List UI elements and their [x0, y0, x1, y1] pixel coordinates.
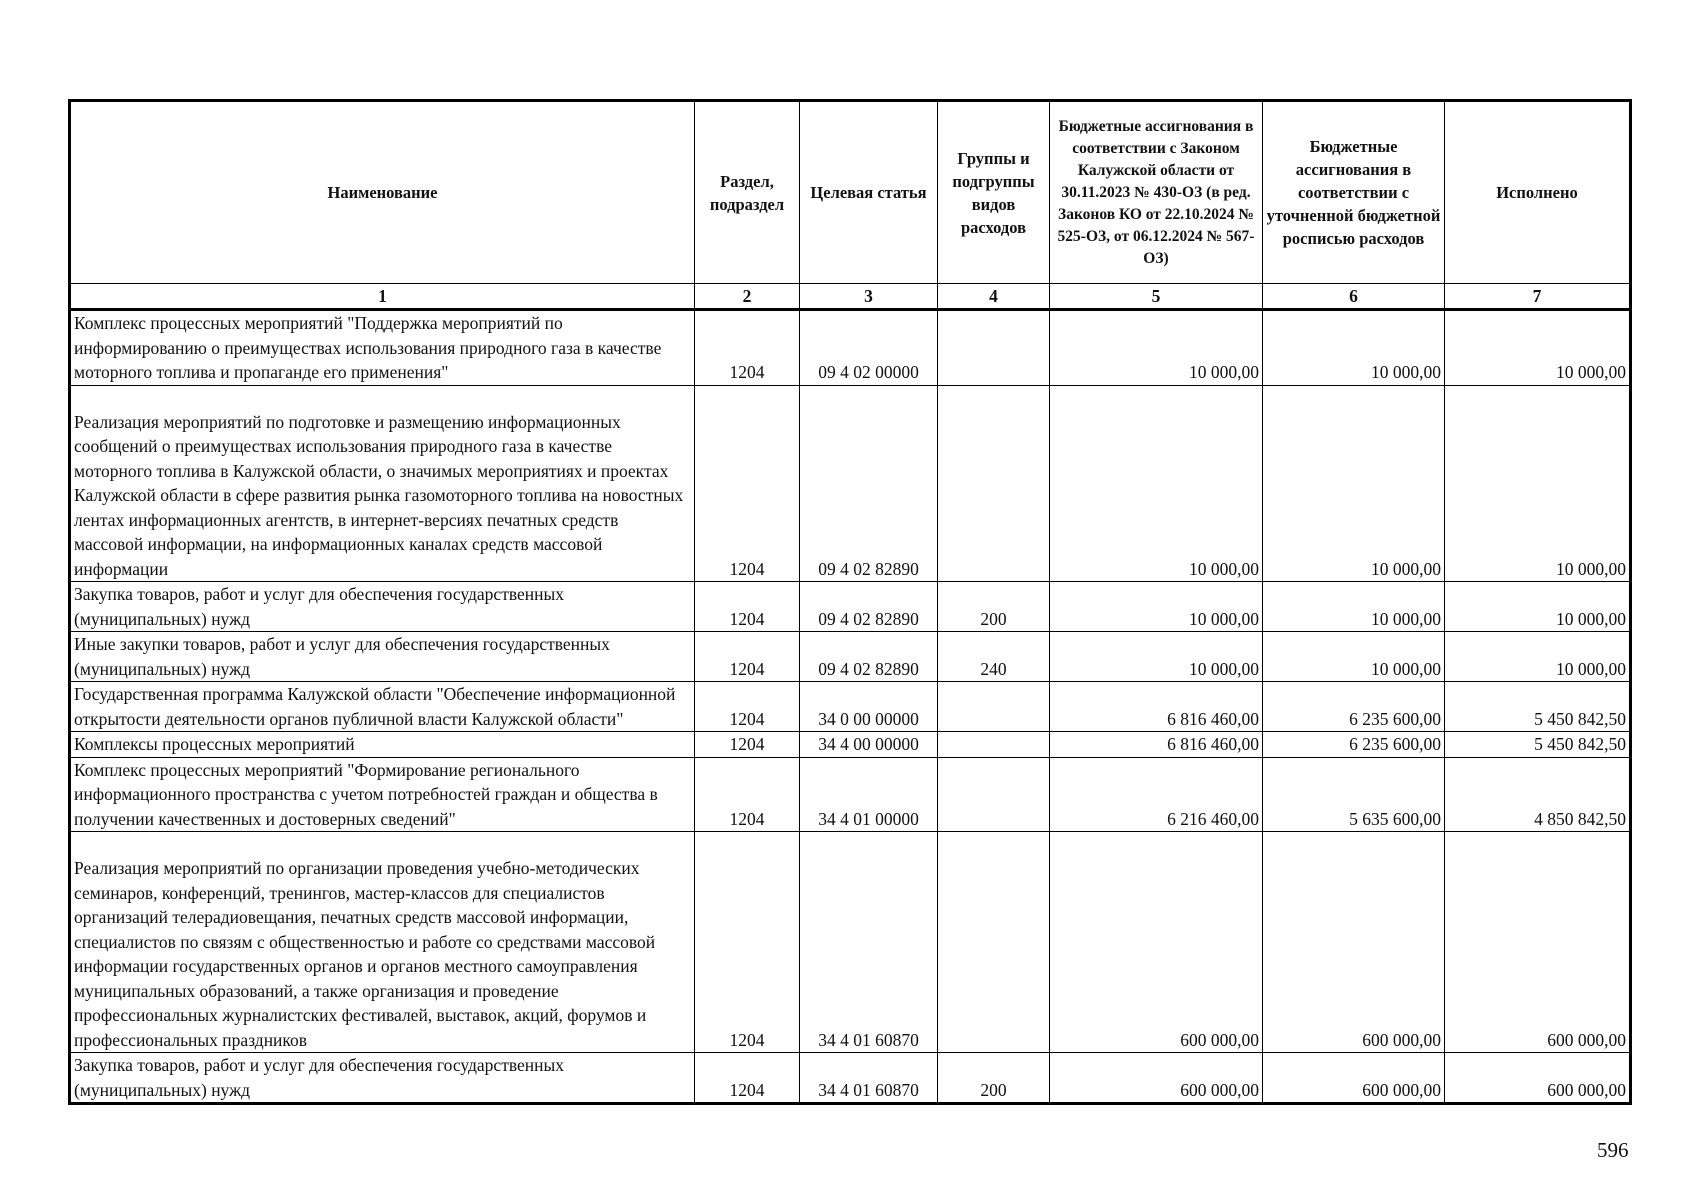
row-group	[938, 732, 1050, 758]
header-plan-appropriations: Бюджетные ассигнования в соответствии с уточненной бюджетной росписью расходов	[1263, 101, 1445, 284]
row-plan-amount: 6 235 600,00	[1263, 682, 1445, 732]
row-section: 1204	[695, 632, 800, 682]
row-law-amount: 10 000,00	[1050, 385, 1263, 582]
table-row	[70, 632, 1631, 682]
header-executed: Исполнено	[1445, 101, 1631, 284]
row-section: 1204	[695, 682, 800, 732]
budget-table	[68, 99, 1632, 1105]
column-number: 2	[695, 284, 800, 310]
table-row	[70, 310, 1631, 386]
row-executed-amount: 10 000,00	[1445, 385, 1631, 582]
row-target: 34 4 01 00000	[800, 757, 938, 832]
row-section: 1204	[695, 310, 800, 386]
row-plan-amount: 10 000,00	[1263, 632, 1445, 682]
row-plan-amount: 5 635 600,00	[1263, 757, 1445, 832]
row-law-amount: 6 216 460,00	[1050, 757, 1263, 832]
row-plan-amount: 10 000,00	[1263, 310, 1445, 386]
row-plan-amount: 10 000,00	[1263, 582, 1445, 632]
row-section: 1204	[695, 1053, 800, 1104]
row-executed-amount: 600 000,00	[1445, 1053, 1631, 1104]
table-row	[70, 1053, 1631, 1104]
row-name: Государственная программа Калужской области "Обеспечение информационной открытости деятельности органов публичной власти Калужской области"	[70, 682, 695, 732]
row-section: 1204	[695, 385, 800, 582]
header-law-appropriations: Бюджетные ассигнования в соответствии с Законом Калужской области от 30.11.2023 № 430-ОЗ (в ред. Законов КО от 22.10.2024 № 525-ОЗ, от 06.12.2024 № 567-ОЗ)	[1050, 101, 1263, 284]
row-plan-amount: 10 000,00	[1263, 385, 1445, 582]
table-row	[70, 385, 1631, 582]
row-name: Закупка товаров, работ и услуг для обеспечения государственных (муниципальных) нужд	[70, 1053, 695, 1104]
row-name: Закупка товаров, работ и услуг для обеспечения государственных (муниципальных) нужд	[70, 582, 695, 632]
row-group	[938, 310, 1050, 386]
header-name: Наименование	[70, 101, 695, 284]
row-plan-amount: 600 000,00	[1263, 1053, 1445, 1104]
row-target: 34 4 00 00000	[800, 732, 938, 758]
row-executed-amount: 10 000,00	[1445, 582, 1631, 632]
column-number: 1	[70, 284, 695, 310]
row-section: 1204	[695, 582, 800, 632]
row-section: 1204	[695, 732, 800, 758]
row-name: Комплекс процессных мероприятий "Поддержка мероприятий по информированию о преимуществах использования природного газа в качестве моторного топлива и пропаганде его применения"	[70, 310, 695, 386]
column-number-row	[70, 284, 1631, 310]
table-row	[70, 832, 1631, 1053]
header-section: Раздел, подраздел	[695, 101, 800, 284]
row-group	[938, 757, 1050, 832]
row-executed-amount: 10 000,00	[1445, 310, 1631, 386]
row-name: Реализация мероприятий по организации проведения учебно-методических семинаров, конференций, тренингов, мастер-классов для специалистов организаций телерадиовещания, печатных средств массовой информации, специалистов по связям с общественностью и работе со средствами массовой информации государственных органов и органов местного самоуправления муниципальных образований, а также организация и проведение профессиональных журналистских фестивалей, выставок, акций, форумов и профессиональных праздников	[70, 832, 695, 1053]
row-group: 240	[938, 632, 1050, 682]
column-number: 6	[1263, 284, 1445, 310]
row-law-amount: 10 000,00	[1050, 582, 1263, 632]
page-number: 596	[1597, 1138, 1629, 1162]
row-executed-amount: 10 000,00	[1445, 632, 1631, 682]
row-name: Иные закупки товаров, работ и услуг для обеспечения государственных (муниципальных) нужд	[70, 632, 695, 682]
row-target: 34 4 01 60870	[800, 832, 938, 1053]
row-law-amount: 10 000,00	[1050, 632, 1263, 682]
row-section: 1204	[695, 757, 800, 832]
table-row	[70, 682, 1631, 732]
row-target: 09 4 02 00000	[800, 310, 938, 386]
table-row	[70, 582, 1631, 632]
table-row	[70, 757, 1631, 832]
row-target: 09 4 02 82890	[800, 632, 938, 682]
row-section: 1204	[695, 832, 800, 1053]
row-plan-amount: 6 235 600,00	[1263, 732, 1445, 758]
header-target: Целевая статья	[800, 101, 938, 284]
row-executed-amount: 5 450 842,50	[1445, 732, 1631, 758]
row-name: Реализация мероприятий по подготовке и размещению информационных сообщений о преимуществах использования природного газа в качестве моторного топлива в Калужской области, о значимых мероприятиях и проектах Калужской области в сфере развития рынка газомоторного топлива на новостных лентах информационных агентств, в интернет-версиях печатных средств массовой информации, на информационных каналах средств массовой информации	[70, 385, 695, 582]
row-law-amount: 6 816 460,00	[1050, 682, 1263, 732]
row-executed-amount: 5 450 842,50	[1445, 682, 1631, 732]
row-target: 09 4 02 82890	[800, 385, 938, 582]
column-number: 7	[1445, 284, 1631, 310]
header-row	[70, 101, 1631, 284]
header-group: Группы и подгруппы видов расходов	[938, 101, 1050, 284]
column-number: 4	[938, 284, 1050, 310]
row-group	[938, 832, 1050, 1053]
row-target: 34 4 01 60870	[800, 1053, 938, 1104]
column-number: 5	[1050, 284, 1263, 310]
row-target: 34 0 00 00000	[800, 682, 938, 732]
row-plan-amount: 600 000,00	[1263, 832, 1445, 1053]
row-target: 09 4 02 82890	[800, 582, 938, 632]
row-group: 200	[938, 1053, 1050, 1104]
row-law-amount: 600 000,00	[1050, 832, 1263, 1053]
row-name: Комплексы процессных мероприятий	[70, 732, 695, 758]
table-row	[70, 732, 1631, 758]
row-law-amount: 6 816 460,00	[1050, 732, 1263, 758]
row-executed-amount: 600 000,00	[1445, 832, 1631, 1053]
row-group	[938, 385, 1050, 582]
row-law-amount: 600 000,00	[1050, 1053, 1263, 1104]
row-name: Комплекс процессных мероприятий "Формирование регионального информационного пространства с учетом потребностей граждан и общества в получении качественных и достоверных сведений"	[70, 757, 695, 832]
row-group: 200	[938, 582, 1050, 632]
row-group	[938, 682, 1050, 732]
row-executed-amount: 4 850 842,50	[1445, 757, 1631, 832]
row-law-amount: 10 000,00	[1050, 310, 1263, 386]
column-number: 3	[800, 284, 938, 310]
